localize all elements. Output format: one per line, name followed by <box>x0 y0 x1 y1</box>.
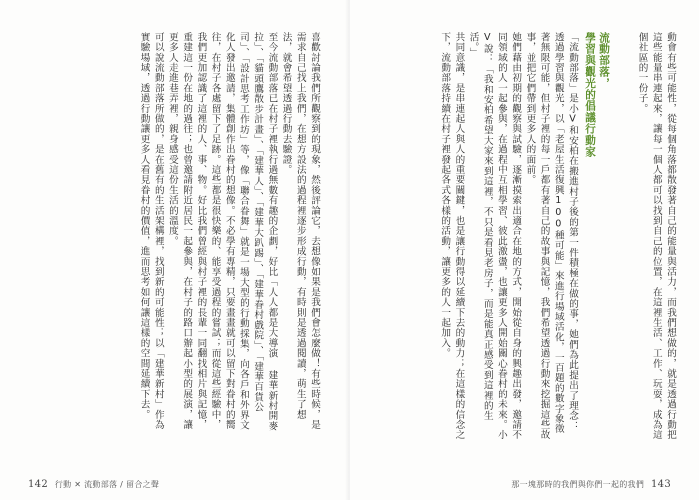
left-page-footer <box>24 479 159 490</box>
right-page-body-intro: 動會有些可能性，從每個角落都散發著自己的能量與活力，而我們想做的，就是透過行動把這些能量串連起來，讓每一個人都可以找到自己的位置，在這裡生活、工作、玩耍，成為這個社區的一份子。 <box>636 32 676 440</box>
left-page <box>0 0 349 500</box>
right-page-body-main: 「流動部落」是小V和安柏在搬進村子後的第一件積極在做的事，她們為此提出了理念：透過學習與觀光，以「老屋生活復興100種可能」來進行場域活化，一百題的數字象徵著無限可能，但村子裡的每一戶都有著自己的故事與記憶，我們希望透過行動來挖掘這些故事，並把它們帶到更多人的面前。 她們藉由初期的觀察與試驗，逐漸摸索出適合在地的方式，開始從自身的興趣出發，邀請不同領域的人一起參與，在過程中互相學習、彼此激盪，也讓更多人開始關心眷村的未來。小V說：「我和安柏希望大家來到這裡，不只是看見老房子，而是能真正感受到這裡的生活。」 共同意識，是串連起人與人的重要關鍵，也是讓行動得以延續下去的動力；在這樣的信念之下，流動部落持續在村子裡發起各式各樣的活動，讓更多的人一起加入。 <box>439 32 578 440</box>
left-running-head: 行動 ✕ 流動部落 / 留合之聲 <box>54 480 160 489</box>
left-page-number: 142 <box>28 479 48 490</box>
section-heading: 流動部落， 學習與觀光的倡議行動家 <box>584 32 610 158</box>
right-page-number: 143 <box>651 479 671 490</box>
right-page <box>350 0 699 500</box>
left-page-body: 喜歡討論我們所觀察到的現象，然後評論它，去想像如果是我們會怎麼做！有些時候，是需求自己找上我們，在想方設法的過程裡逐步形成行動，有時則是透過閱讀，萌生了想法，就會希望透過行動去驗證。 至今流動部落已在村子裡執行過無數有趣的企劃，好比「人人都是大導演 建華新村開麥拉」、「貓頭鷹散步計畫」、「建華人」、「建華大趴踢」、「建華眷村戲院」、「建華百貨公司」、「設計思考工作坊」等，像「聯合眷舞」就是一場大型的行動採集，向各戶和外界文化人發出邀請，集體創作出眷村的想像。不必學有專精，只要畫畫就可以留下對眷村的嚮往，在村子各處留下了足跡。這些都是很快樂的、能享受過程的嘗試；而從這些經驗中，我們更加認識了這裡的人、事、物。好比我們曾經與村子裡的長輩一同翻找相片與記憶，重建這一份在地的過往；也曾邀請附近居民一起參與，在村子的路口辦起小型的展演，讓更多人走進巷弄裡，親身感受這份生活的溫度。 可以說流動部落所做的，是在舊有的生活架構裡，找到新的可能性；以「建華新村」作為實驗場域，透過行動讓更多人看見眷村的價值，進而思考如何讓這樣的空間延續下去。 <box>138 32 320 432</box>
right-page-footer <box>511 479 675 490</box>
right-running-head: 那一塊那時的我們與你們一起的我們 <box>511 480 645 489</box>
